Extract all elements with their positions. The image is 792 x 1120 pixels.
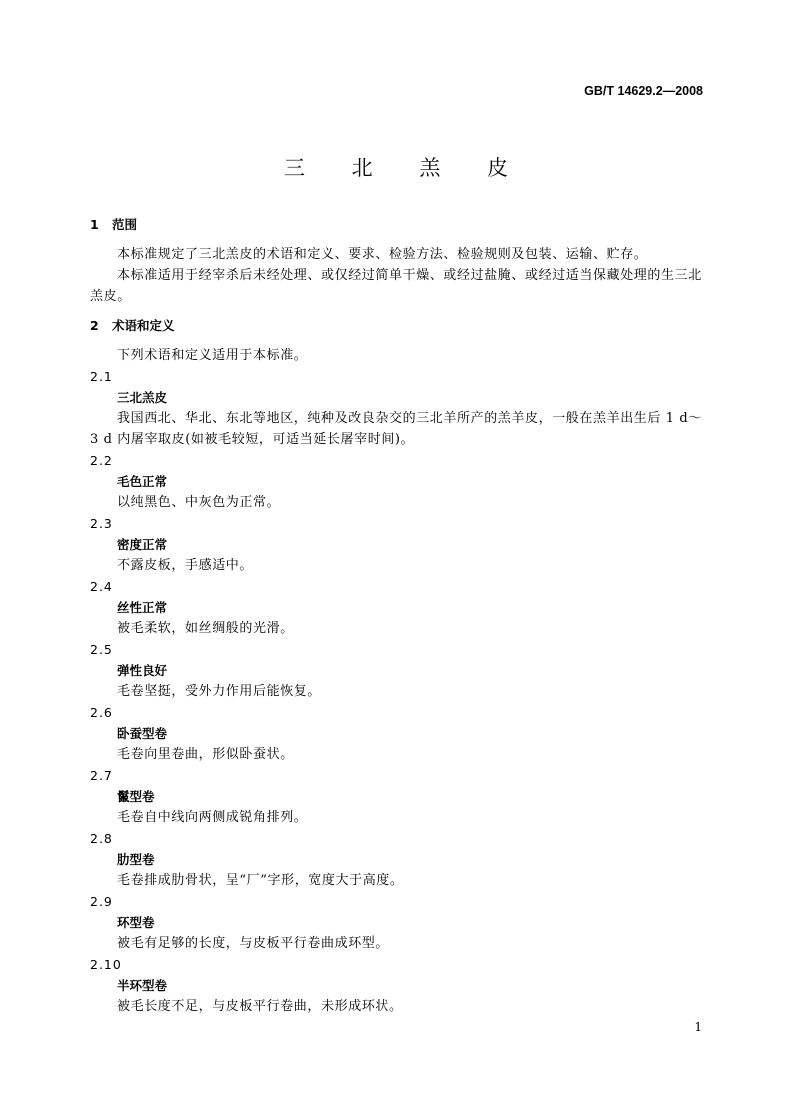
term-entry <box>90 639 703 702</box>
term-name: 肋型卷 <box>117 852 155 867</box>
term-number: 2.9 <box>90 894 113 909</box>
section-terms <box>90 315 703 1017</box>
term-definition: 被毛长度不足，与皮板平行卷曲，未形成环状。 <box>117 999 403 1014</box>
term-name: 弹性良好 <box>117 663 168 678</box>
term-entry <box>90 576 703 639</box>
section-title: 术语和定义 <box>112 318 175 333</box>
term-definition: 我国西北、华北、东北等地区，纯种及改良杂交的三北羊所产的羔羊皮，一般在羔羊出生后 1 d～3 d 内屠宰取皮(如被毛较短，可适当延长屠宰时间)。 <box>90 411 702 447</box>
term-list <box>90 366 703 1017</box>
term-number: 2.10 <box>90 957 122 972</box>
standard-number: GB/T 14629.2—2008 <box>584 84 703 98</box>
document-title: 三 北 羔 皮 <box>283 156 529 180</box>
term-name: 密度正常 <box>117 537 168 552</box>
paragraph: 本标准规定了三北羔皮的术语和定义、要求、检验方法、检验规则及包装、运输、贮存。 <box>117 247 648 262</box>
section-number: 2 <box>90 318 99 333</box>
term-number: 2.2 <box>90 453 113 468</box>
term-entry <box>90 450 703 513</box>
paragraph: 本标准适用于经宰杀后未经处理、或仅经过简单干燥、或经过盐腌、或经过适当保藏处理的生三北羔皮。 <box>90 268 702 304</box>
section-scope <box>90 214 703 307</box>
term-entry <box>90 891 703 954</box>
term-definition: 毛卷向里卷曲，形似卧蚕状。 <box>117 747 294 762</box>
term-number: 2.4 <box>90 579 113 594</box>
term-entry <box>90 954 703 1017</box>
term-definition: 毛卷坚挺，受外力作用后能恢复。 <box>117 684 322 699</box>
term-entry <box>90 765 703 828</box>
term-name: 半环型卷 <box>117 978 168 993</box>
section-number: 1 <box>90 217 99 232</box>
page-number: 1 <box>694 1020 702 1034</box>
term-entry <box>90 702 703 765</box>
term-name: 毛色正常 <box>117 474 168 489</box>
term-name: 丝性正常 <box>117 600 168 615</box>
term-definition: 被毛柔软，如丝绸般的光滑。 <box>117 621 294 636</box>
term-definition: 以纯黑色、中灰色为正常。 <box>117 495 281 510</box>
term-entry <box>90 828 703 891</box>
term-number: 2.7 <box>90 768 113 783</box>
section-title: 范围 <box>112 217 138 232</box>
term-number: 2.6 <box>90 705 113 720</box>
term-definition: 被毛有足够的长度，与皮板平行卷曲成环型。 <box>117 936 390 951</box>
term-number: 2.1 <box>90 369 113 384</box>
term-number: 2.8 <box>90 831 113 846</box>
term-entry <box>90 366 703 450</box>
term-number: 2.3 <box>90 516 113 531</box>
section-heading <box>90 214 703 236</box>
term-name: 环型卷 <box>117 915 155 930</box>
term-definition: 毛卷排成肋骨状，呈“厂”字形，宽度大于高度。 <box>117 873 404 888</box>
term-entry <box>90 513 703 576</box>
term-number: 2.5 <box>90 642 113 657</box>
term-name: 三北羔皮 <box>117 390 168 405</box>
term-definition: 不露皮板，手感适中。 <box>117 558 254 573</box>
term-name: 鬣型卷 <box>117 789 155 804</box>
term-name: 卧蚕型卷 <box>117 726 168 741</box>
section-heading <box>90 315 703 337</box>
paragraph: 下列术语和定义适用于本标准。 <box>117 348 308 363</box>
term-definition: 毛卷自中线向两侧成锐角排列。 <box>117 810 308 825</box>
document-body <box>90 214 703 1017</box>
